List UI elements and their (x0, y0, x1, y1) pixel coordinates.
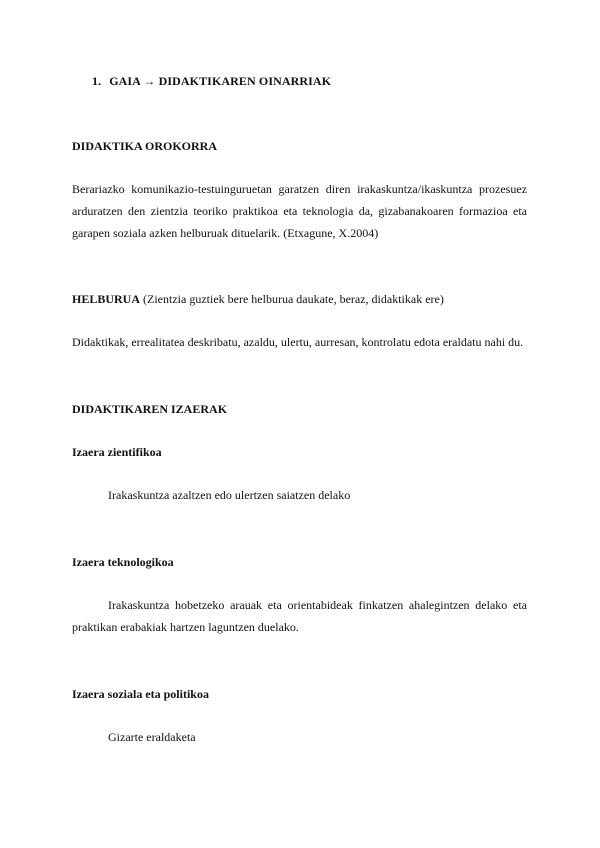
chapter-number: 1. (92, 74, 102, 88)
izaera-text-zientifikoa: Irakaskuntza azaltzen edo ulertzen saiatzen delako (108, 488, 351, 502)
chapter-heading (92, 70, 547, 92)
paragraph-helburua: Didaktikak, errealitatea deskribatu, azaldu, ulertu, aurresan, kontrolatu edota eraldatu nahi du. (72, 335, 524, 349)
chapter-title: GAIA → DIDAKTIKAREN OINARRIAK (109, 74, 332, 88)
izaera-text-teknologikoa: Irakaskuntza hobetzeko arauak eta orientabideak finkatzen ahalegintzen delako eta praktikan erabakiak hartzen laguntzen duelako. (72, 598, 527, 634)
izaera-text-soziala: Gizarte eraldaketa (108, 730, 196, 744)
paragraph-orokorra: Berariazko komunikazio-testuinguruetan garatzen diren irakaskuntza/ikaskuntza prozesuez arduratzen den zientzia teoriko praktikoa eta teknologia da, gizabanakoaren formazioa eta garapen soziala azken helburuak dituelarik. (Etxagune, X.2004) (72, 182, 527, 240)
izaera-title-zientifikoa: Izaera zientifikoa (72, 445, 162, 459)
helburua-note: (Zientzia guztiek bere helburua daukate, beraz, didaktikak ere) (140, 292, 444, 306)
section-helburua (72, 288, 527, 310)
izaera-title-teknologikoa: Izaera teknologikoa (72, 555, 174, 569)
section-title-orokorra: DIDAKTIKA OROKORRA (72, 139, 218, 153)
izaera-title-soziala: Izaera soziala eta politikoa (72, 687, 209, 701)
section-title-izaerak: DIDAKTIKAREN IZAERAK (72, 402, 228, 416)
section-title-helburua: HELBURUA (72, 292, 141, 306)
